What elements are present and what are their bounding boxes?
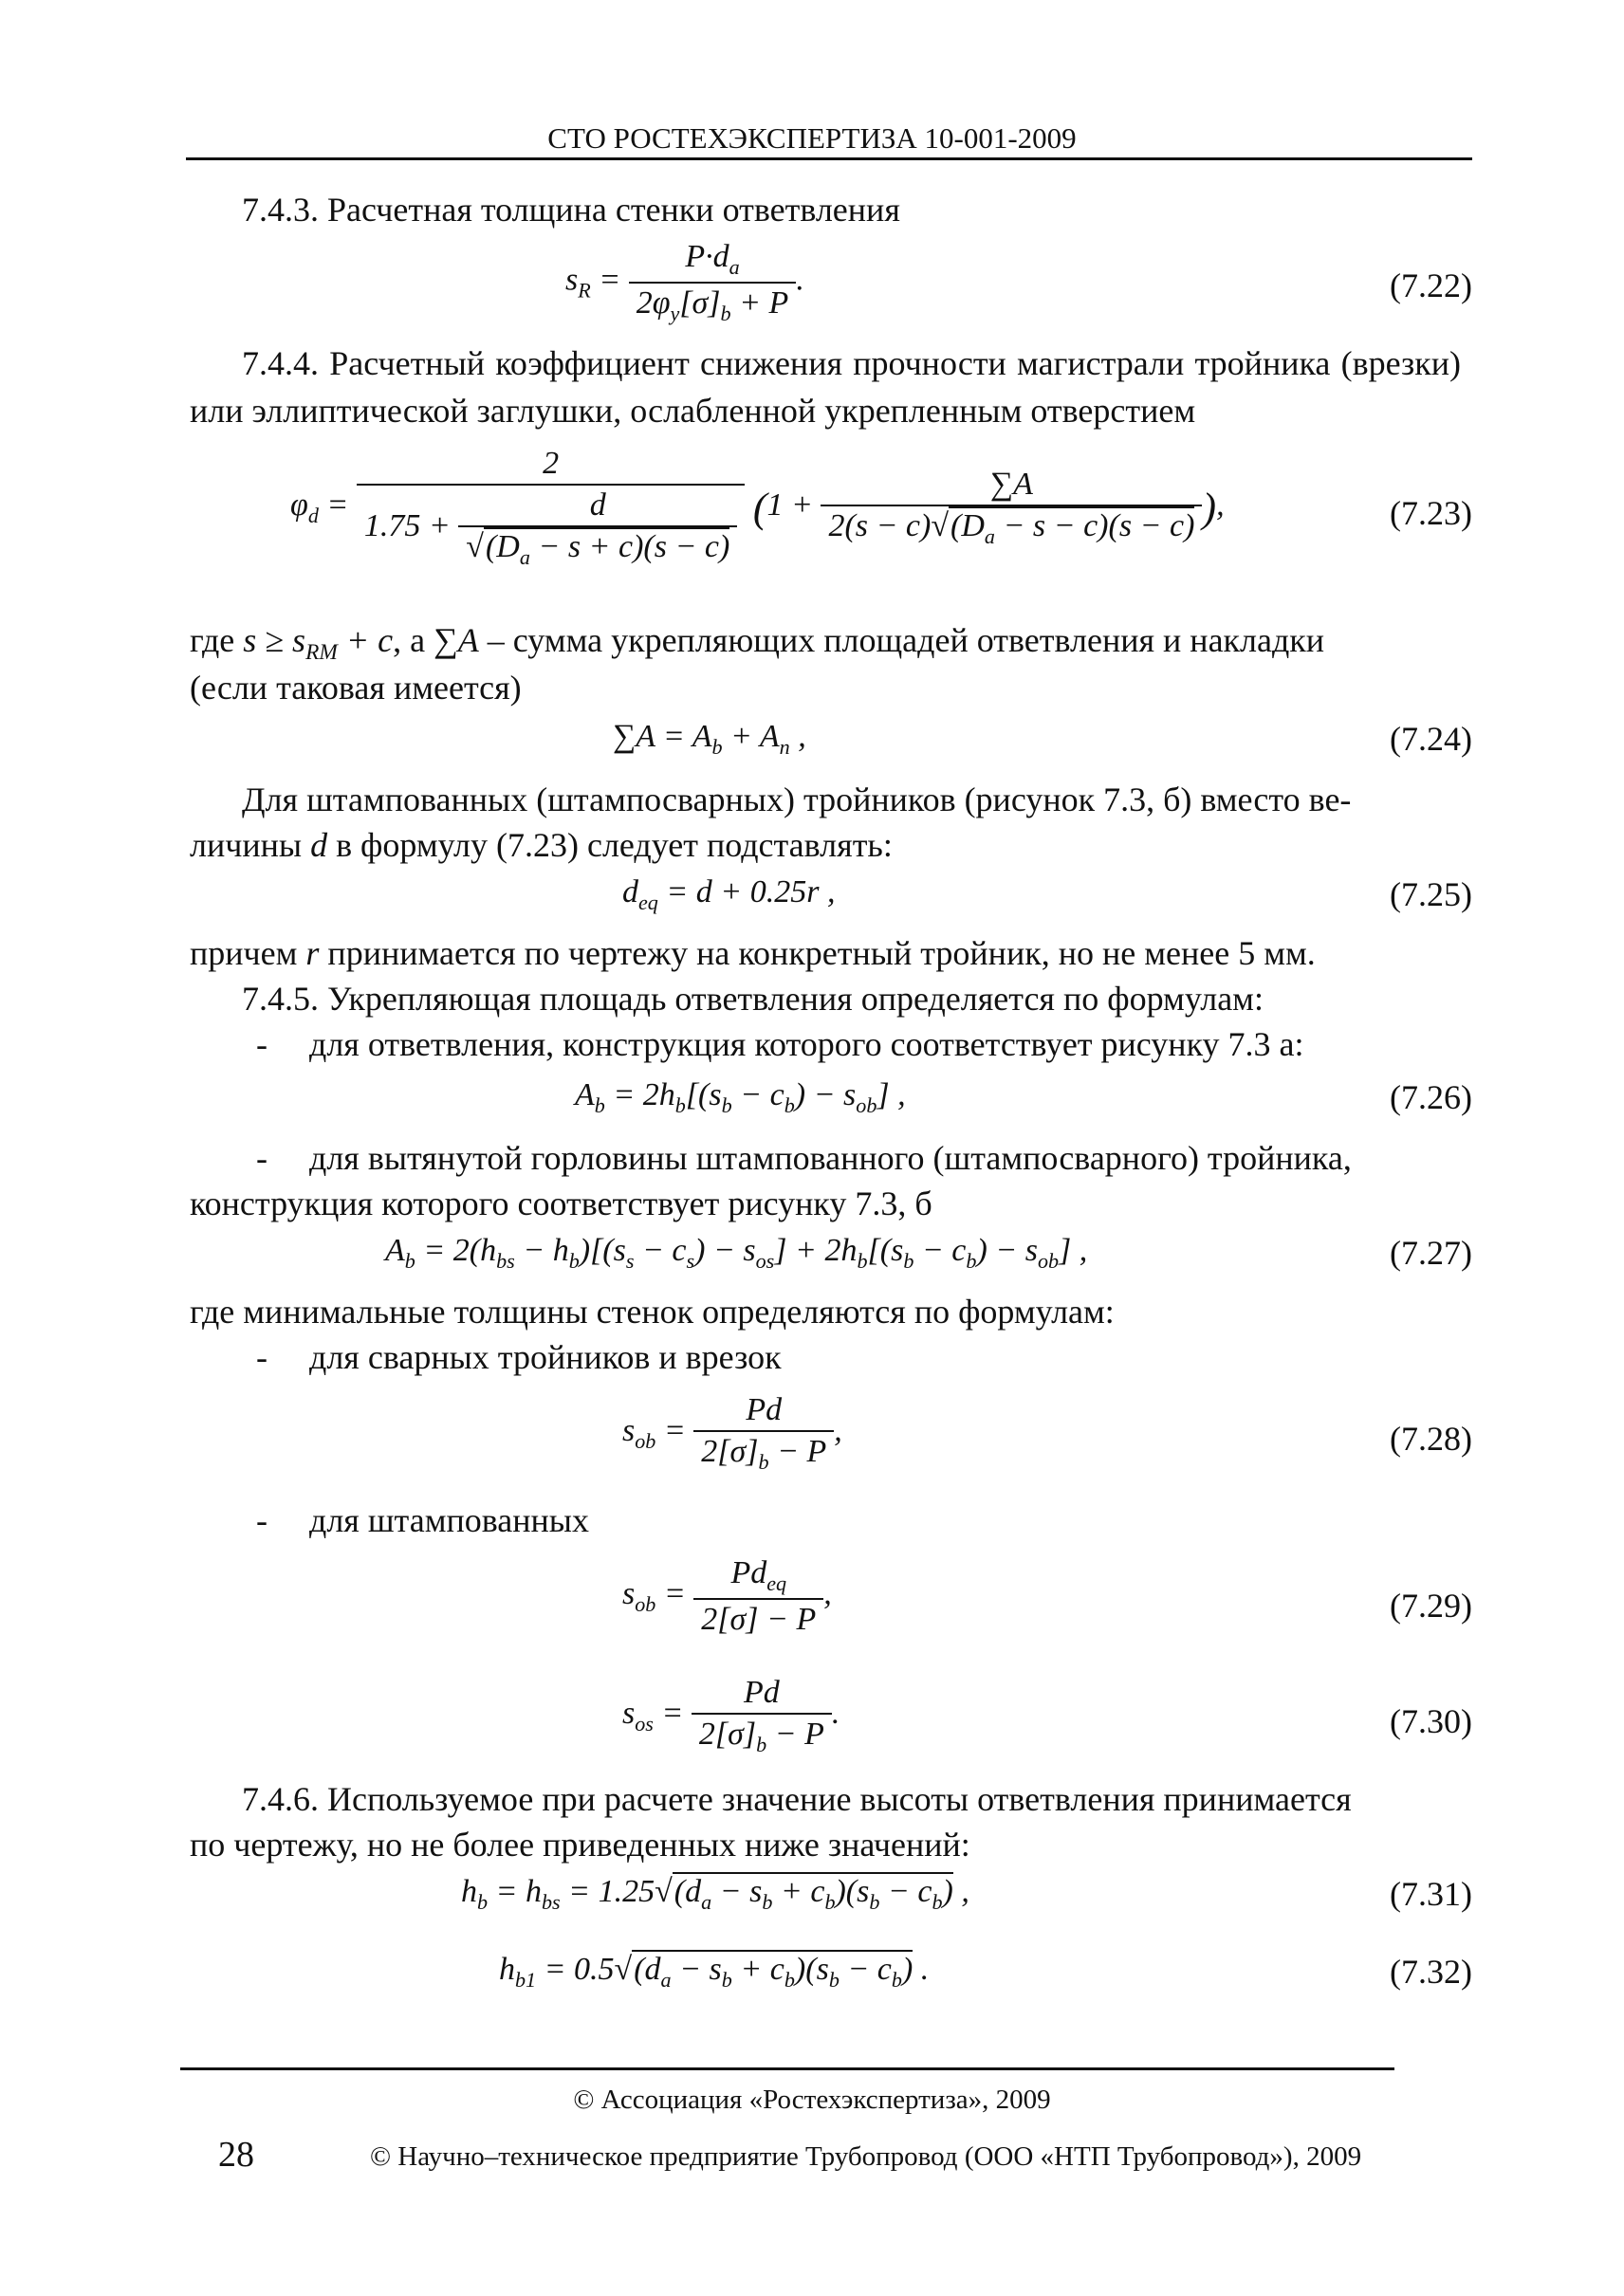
formula-7-30: $s_{os}$ = $\frac{Pd}{2[\sigma]_b - P}$ . xyxy=(622,1675,840,1756)
header-rule xyxy=(186,157,1472,160)
equation-number-7-23: (7.23) xyxy=(1390,494,1472,532)
formula-7-27: $A_b = 2(h_{bs} - h_b)[(s_s - c_s) - s_{os}] + 2h_b[(s_b - c_b) - s_{ob}]$ , xyxy=(385,1233,1088,1273)
formula-7-22: $s_R$ = $\frac{P\cdot d_a}{2\varphi_y[\sigma]_b + P}$ . xyxy=(565,239,804,325)
equation-number-7-22: (7.22) xyxy=(1390,266,1472,304)
section-7-4-6-line-1: 7.4.6. Используемое при расчете значение высоты ответвления принимается xyxy=(242,1780,1352,1818)
document-header: СТО РОСТЕХЭКСПЕРТИЗА 10-001-2009 xyxy=(547,121,1077,155)
stamped-tees-line-1: Для штампованных (штампосварных) тройников (рисунок 7.3, б) вместо ве- xyxy=(242,781,1352,818)
radius-note-line: причем r принимается по чертежу на конкретный тройник, но не менее 5 мм. xyxy=(190,934,1316,972)
formula-7-31: $h_b = h_{bs} = 1.25√(d_a - s_b + c_b)(s_b - c_b)$ , xyxy=(461,1874,969,1914)
equation-number-7-28: (7.28) xyxy=(1390,1420,1472,1458)
footer-rule xyxy=(180,2067,1394,2070)
equation-number-7-25: (7.25) xyxy=(1390,875,1472,913)
equation-number-7-30: (7.30) xyxy=(1390,1702,1472,1740)
formula-7-23: $\varphi_d$ = 2 1.75 + $\frac{d}{√(D_a - s + c)(s - c)}$ (1 + $\frac{\sum A}{2(s - c)√(D_a - s - c)(s - c)}$ ), xyxy=(290,446,1225,569)
bullet-welded-tees: - для сварных тройников и врезок xyxy=(256,1338,782,1376)
section-7-4-6-line-2: по чертежу, но не более приведенных ниже значений: xyxy=(190,1826,970,1864)
equation-number-7-31: (7.31) xyxy=(1390,1875,1472,1913)
bullet-stamped-neck-line-2: конструкция которого соответствует рисунку 7.3, б xyxy=(190,1185,932,1222)
where-condition-line: где $s \ge s_{RM} + c$, а ∑A – сумма укрепляющих площадей ответвления и накладки xyxy=(190,621,1325,666)
bullet-branch-7-3a: - для ответвления, конструкция которого соответствует рисунку 7.3 а: xyxy=(256,1025,1304,1063)
formula-7-28: $s_{ob}$ = $\frac{Pd}{2[\sigma]_b - P}$ , xyxy=(622,1392,842,1474)
section-7-4-4-text: 7.4.4. Расчетный коэффициент снижения прочности магистрали тройника (врезки) или эллиптической заглушки, ослабленной укрепленным отверстием xyxy=(190,344,1461,430)
equation-number-7-27: (7.27) xyxy=(1390,1234,1472,1272)
where-condition-line-2: (если таковая имеется) xyxy=(190,669,522,707)
formula-7-25: $d_{eq} = d + 0.25r$ , xyxy=(622,874,836,914)
formula-7-24: $\sum A = A_b + A_n$ , xyxy=(613,719,806,759)
formula-7-32: $h_{b1} = 0.5√(d_a - s_b + c_b)(s_b - c_b)$ . xyxy=(499,1952,930,1992)
equation-number-7-32: (7.32) xyxy=(1390,1953,1472,1991)
equation-number-7-26: (7.26) xyxy=(1390,1078,1472,1116)
equation-number-7-29: (7.29) xyxy=(1390,1587,1472,1625)
page-number: 28 xyxy=(218,2135,254,2175)
footer-copyright-association: © Ассоциация «Ростехэкспертиза», 2009 xyxy=(573,2085,1051,2115)
formula-7-29: $s_{ob}$ = $\frac{Pd_{eq}}{2[\sigma] - P}$ , xyxy=(622,1555,832,1637)
bullet-stamped-neck: - для вытянутой горловины штампованного (штампосварного) тройника, xyxy=(256,1139,1352,1177)
formula-7-26: $A_b = 2h_b[(s_b - c_b) - s_{ob}]$ , xyxy=(575,1077,906,1117)
stamped-tees-line-2: личины d в формулу (7.23) следует подставлять: xyxy=(190,826,893,864)
section-7-4-5-heading: 7.4.5. Укрепляющая площадь ответвления определяется по формулам: xyxy=(242,980,1264,1018)
bullet-stamped: - для штампованных xyxy=(256,1501,589,1539)
equation-number-7-24: (7.24) xyxy=(1390,720,1472,758)
min-thickness-intro: где минимальные толщины стенок определяются по формулам: xyxy=(190,1293,1115,1331)
footer-copyright-company: © Научно–техническое предприятие Трубопровод (ООО «НТП Трубопровод»), 2009 xyxy=(370,2141,1362,2172)
section-7-4-3-heading: 7.4.3. Расчетная толщина стенки ответвления xyxy=(242,191,900,229)
